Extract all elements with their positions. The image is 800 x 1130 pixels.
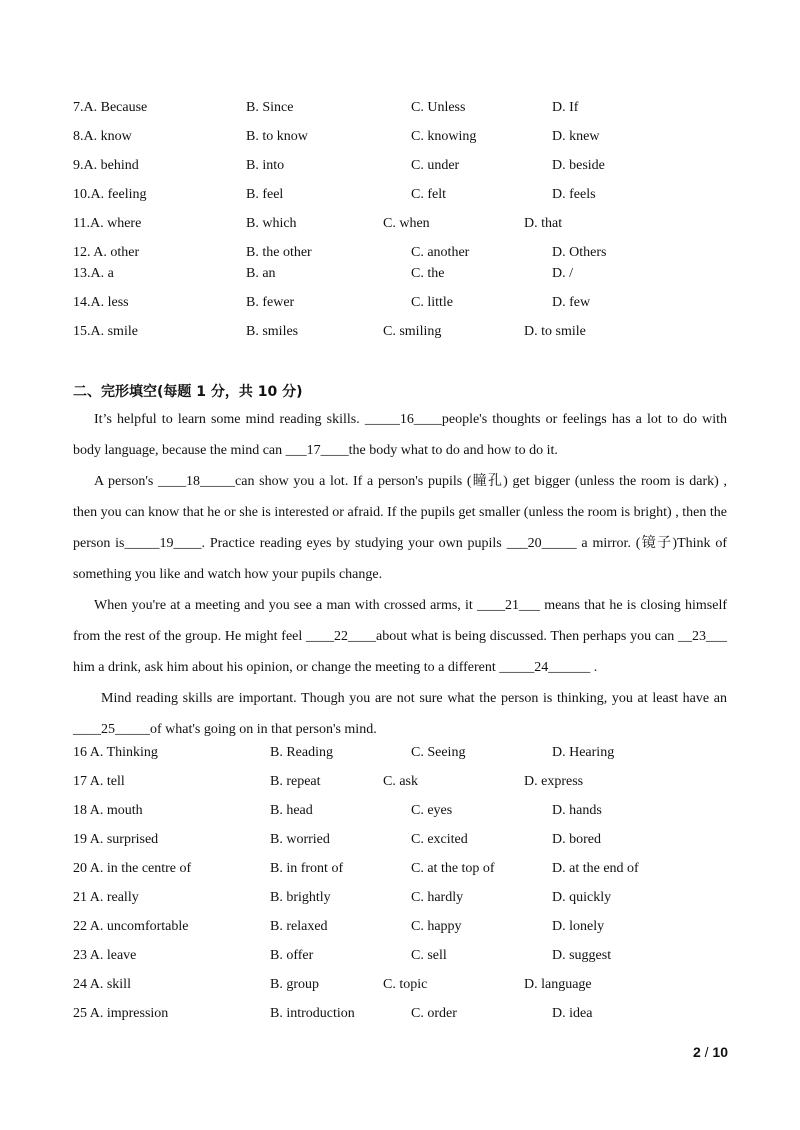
- passage-paragraph-2: A person's ____18_____can show you a lot. If a person's pupils (瞳孔) get bigger (unless the room is dark) , then you can know that he or she is interested or afraid. If the pupils get smaller (unless the room is bright) , then the person is_____19____. Practice reading eyes by studying your own pupils ___20_____ a mirror. (镜子)Think of something you like and watch how your pupils change.: [73, 474, 727, 582]
- answer-option: B. group: [270, 977, 319, 992]
- question-row: [0, 801, 800, 821]
- page-separator: /: [704, 1044, 709, 1060]
- question-row: [0, 264, 800, 284]
- page-number: [693, 1044, 728, 1060]
- answer-option: B. brightly: [270, 890, 331, 905]
- question-row: [0, 772, 800, 792]
- question-row: [0, 98, 800, 118]
- answer-option: C. felt: [411, 187, 446, 202]
- answer-option: C. the: [411, 266, 445, 281]
- answer-option: D. to smile: [524, 324, 586, 339]
- answer-option: D. Hearing: [552, 745, 615, 760]
- question-row: [0, 743, 800, 763]
- page-total: 10: [712, 1044, 728, 1060]
- answer-option: 15.A. smile: [73, 324, 138, 339]
- answer-option: D. idea: [552, 1006, 593, 1021]
- answer-option: C. Unless: [411, 100, 466, 115]
- answer-option: 20 A. in the centre of: [73, 861, 192, 876]
- answer-option: C. topic: [383, 977, 428, 992]
- answer-option: B. head: [270, 803, 313, 818]
- answer-option: 8.A. know: [73, 129, 132, 144]
- answer-option: D. feels: [552, 187, 596, 202]
- answer-option: D. Others: [552, 245, 607, 260]
- question-row: [0, 888, 800, 908]
- answer-option: C. under: [411, 158, 460, 173]
- answer-option: C. another: [411, 245, 470, 260]
- answer-option: B. feel: [246, 187, 284, 202]
- answer-option: 21 A. really: [73, 890, 139, 905]
- answer-option: B. an: [246, 266, 276, 281]
- answer-option: 16 A. Thinking: [73, 745, 158, 760]
- answer-option: 10.A. feeling: [73, 187, 147, 202]
- question-row: [0, 243, 800, 263]
- answer-option: 7.A. Because: [73, 100, 148, 115]
- answer-option: D. hands: [552, 803, 602, 818]
- answer-option: C. Seeing: [411, 745, 466, 760]
- answer-option: C. order: [411, 1006, 457, 1021]
- question-row: [0, 1004, 800, 1024]
- cloze-passage: [73, 404, 727, 745]
- answer-option: 25 A. impression: [73, 1006, 169, 1021]
- page-current: 2: [692, 1044, 701, 1060]
- answer-option: C. sell: [411, 948, 447, 963]
- answer-option: D. few: [552, 295, 591, 310]
- answer-option: C. eyes: [411, 803, 453, 818]
- answer-option: B. in front of: [270, 861, 344, 876]
- question-row: [0, 127, 800, 147]
- answer-option: B. worried: [270, 832, 330, 847]
- answer-option: C. little: [411, 295, 453, 310]
- answer-option: C. excited: [411, 832, 468, 847]
- answer-option: D. lonely: [552, 919, 605, 934]
- answer-option: B. into: [246, 158, 285, 173]
- question-row: [0, 946, 800, 966]
- question-row: [0, 185, 800, 205]
- answer-option: B. the other: [246, 245, 312, 260]
- answer-option: D. knew: [552, 129, 600, 144]
- answer-option: B. relaxed: [270, 919, 328, 934]
- question-row: [0, 322, 800, 342]
- answer-option: D. If: [552, 100, 579, 115]
- answer-option: B. offer: [270, 948, 314, 963]
- answer-option: 23 A. leave: [73, 948, 137, 963]
- answer-option: B. smiles: [246, 324, 299, 339]
- answer-option: 22 A. uncomfortable: [73, 919, 189, 934]
- answer-option: 9.A. behind: [73, 158, 139, 173]
- answer-option: C. hardly: [411, 890, 464, 905]
- answer-option: D. beside: [552, 158, 605, 173]
- passage-paragraph-3: When you're at a meeting and you see a man with crossed arms, it ____21___ means that he is closing himself from the rest of the group. He might feel ____22____about what is being discussed. Then perhaps you can __23___ him a drink, ask him about his opinion, or change the meeting to a different _____24______ .: [73, 598, 727, 675]
- answer-option: D. at the end of: [552, 861, 639, 876]
- answer-option: D. that: [524, 216, 563, 231]
- section-heading: 二、完形填空(每题 1 分，共 10 分): [73, 384, 303, 400]
- question-row: [0, 156, 800, 176]
- answer-option: D. suggest: [552, 948, 612, 963]
- answer-option: 14.A. less: [73, 295, 129, 310]
- answer-option: C. smiling: [383, 324, 442, 339]
- answer-option: C. when: [383, 216, 430, 231]
- answer-option: C. at the top of: [411, 861, 495, 876]
- question-row: [0, 859, 800, 879]
- answer-option: 19 A. surprised: [73, 832, 159, 847]
- answer-option: D. bored: [552, 832, 601, 847]
- answer-option: D. quickly: [552, 890, 612, 905]
- question-row: [0, 830, 800, 850]
- question-row: [0, 975, 800, 995]
- answer-option: 18 A. mouth: [73, 803, 143, 818]
- answer-option: B. fewer: [246, 295, 295, 310]
- question-row: [0, 917, 800, 937]
- answer-option: B. Reading: [270, 745, 333, 760]
- question-row: [0, 214, 800, 234]
- answer-option: B. repeat: [270, 774, 321, 789]
- answer-option: D. /: [552, 266, 573, 281]
- answer-option: B. introduction: [270, 1006, 355, 1021]
- answer-option: 12. A. other: [73, 245, 140, 260]
- answer-option: B. Since: [246, 100, 294, 115]
- answer-option: C. happy: [411, 919, 462, 934]
- passage-paragraph-4: Mind reading skills are important. Though you are not sure what the person is thinking, you at least have an ____25_____of what's going on in that person's mind.: [73, 691, 727, 737]
- answer-option: C. ask: [383, 774, 418, 789]
- answer-option: 13.A. a: [73, 266, 114, 281]
- answer-option: 17 A. tell: [73, 774, 125, 789]
- answer-option: B. which: [246, 216, 297, 231]
- answer-option: 11.A. where: [73, 216, 142, 231]
- passage-paragraph-1: It’s helpful to learn some mind reading skills. _____16____people's thoughts or feelings has a lot to do with body language, because the mind can ___17____the body what to do and how to do it.: [73, 412, 727, 458]
- answer-option: D. express: [524, 774, 584, 789]
- answer-option: B. to know: [246, 129, 308, 144]
- answer-option: C. knowing: [411, 129, 477, 144]
- answer-option: 24 A. skill: [73, 977, 131, 992]
- answer-option: D. language: [524, 977, 592, 992]
- question-row: [0, 293, 800, 313]
